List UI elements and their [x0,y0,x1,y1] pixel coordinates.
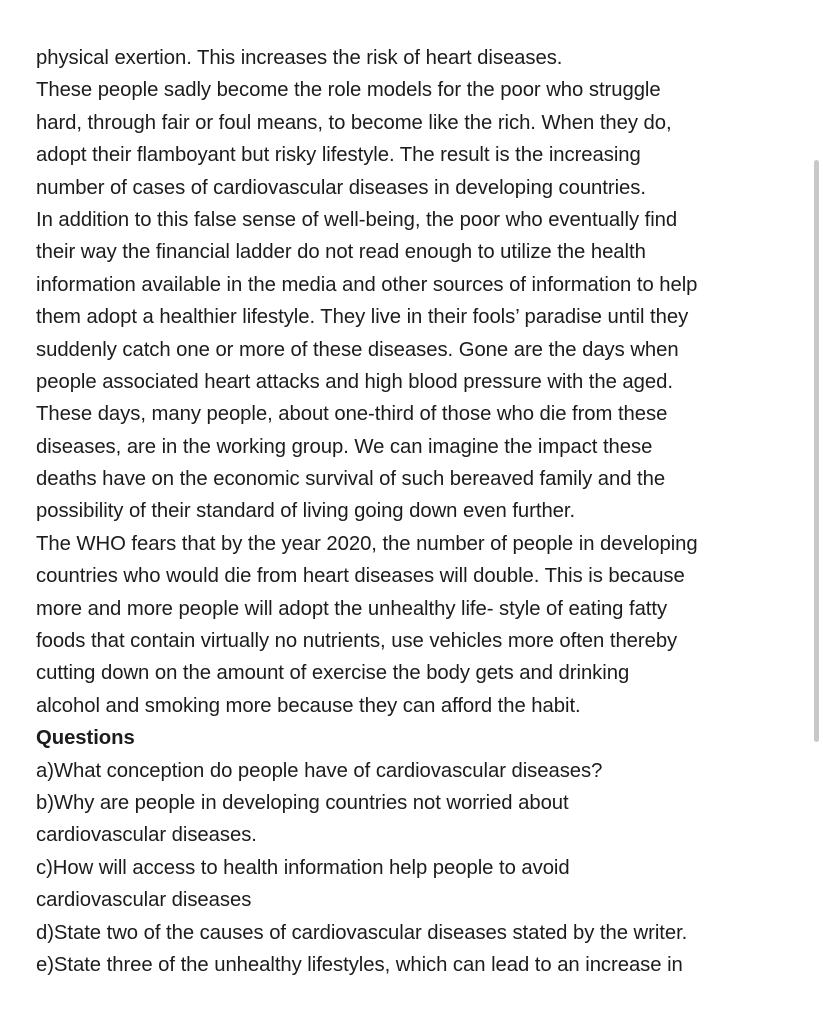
question-line: cardiovascular diseases [36,889,252,912]
text-line: number of cases of cardiovascular diseases in developing countries. [36,176,646,199]
text-line: diseases, are in the working group. We can imagine the impact these [36,435,653,458]
text-line: suddenly catch one or more of these diseases. Gone are the days when [36,338,679,361]
vertical-scrollbar[interactable] [814,160,820,742]
text-line: physical exertion. This increases the risk of heart diseases. [36,47,563,69]
question-line: a)What conception do people have of cardiovascular diseases? [36,759,603,782]
document-text [36,42,806,981]
text-line: The WHO fears that by the year 2020, the number of people in developing [36,532,698,555]
text-line: countries who would die from heart diseases will double. This is because [36,565,685,588]
text-line: alcohol and smoking more because they can afford the habit. [36,694,581,717]
text-line: adopt their flamboyant but risky lifestyle. The result is the increasing [36,144,641,167]
question-line: d)State two of the causes of cardiovascular diseases stated by the writer. [36,921,688,944]
text-line: These people sadly become the role models for the poor who struggle [36,79,661,102]
text-line: foods that contain virtually no nutrients, use vehicles more often thereby [36,630,678,653]
text-line: possibility of their standard of living going down even further. [36,500,576,523]
question-line: cardiovascular diseases. [36,824,257,847]
question-line: c)How will access to health information help people to avoid [36,856,570,879]
scrollbar-thumb[interactable] [814,160,819,742]
text-line: In addition to this false sense of well-being, the poor who eventually find [36,208,678,231]
question-line: e)State three of the unhealthy lifestyles, which can lead to an increase in [36,953,683,976]
text-line: hard, through fair or foul means, to become like the rich. When they do, [36,111,672,134]
text-line: their way the financial ladder do not read enough to utilize the health [36,241,646,264]
text-line: people associated heart attacks and high blood pressure with the aged. [36,370,673,393]
text-line: cutting down on the amount of exercise the body gets and drinking [36,662,630,685]
question-line: b)Why are people in developing countries not worried about [36,791,569,814]
text-line: them adopt a healthier lifestyle. They live in their fools’ paradise until they [36,306,689,329]
text-line: information available in the media and other sources of information to help [36,273,698,296]
text-line: These days, many people, about one-third of those who die from these [36,403,668,426]
questions-heading: Questions [36,727,135,750]
text-line: more and more people will adopt the unhealthy life- style of eating fatty [36,597,668,620]
text-line: deaths have on the economic survival of such bereaved family and the [36,468,666,491]
